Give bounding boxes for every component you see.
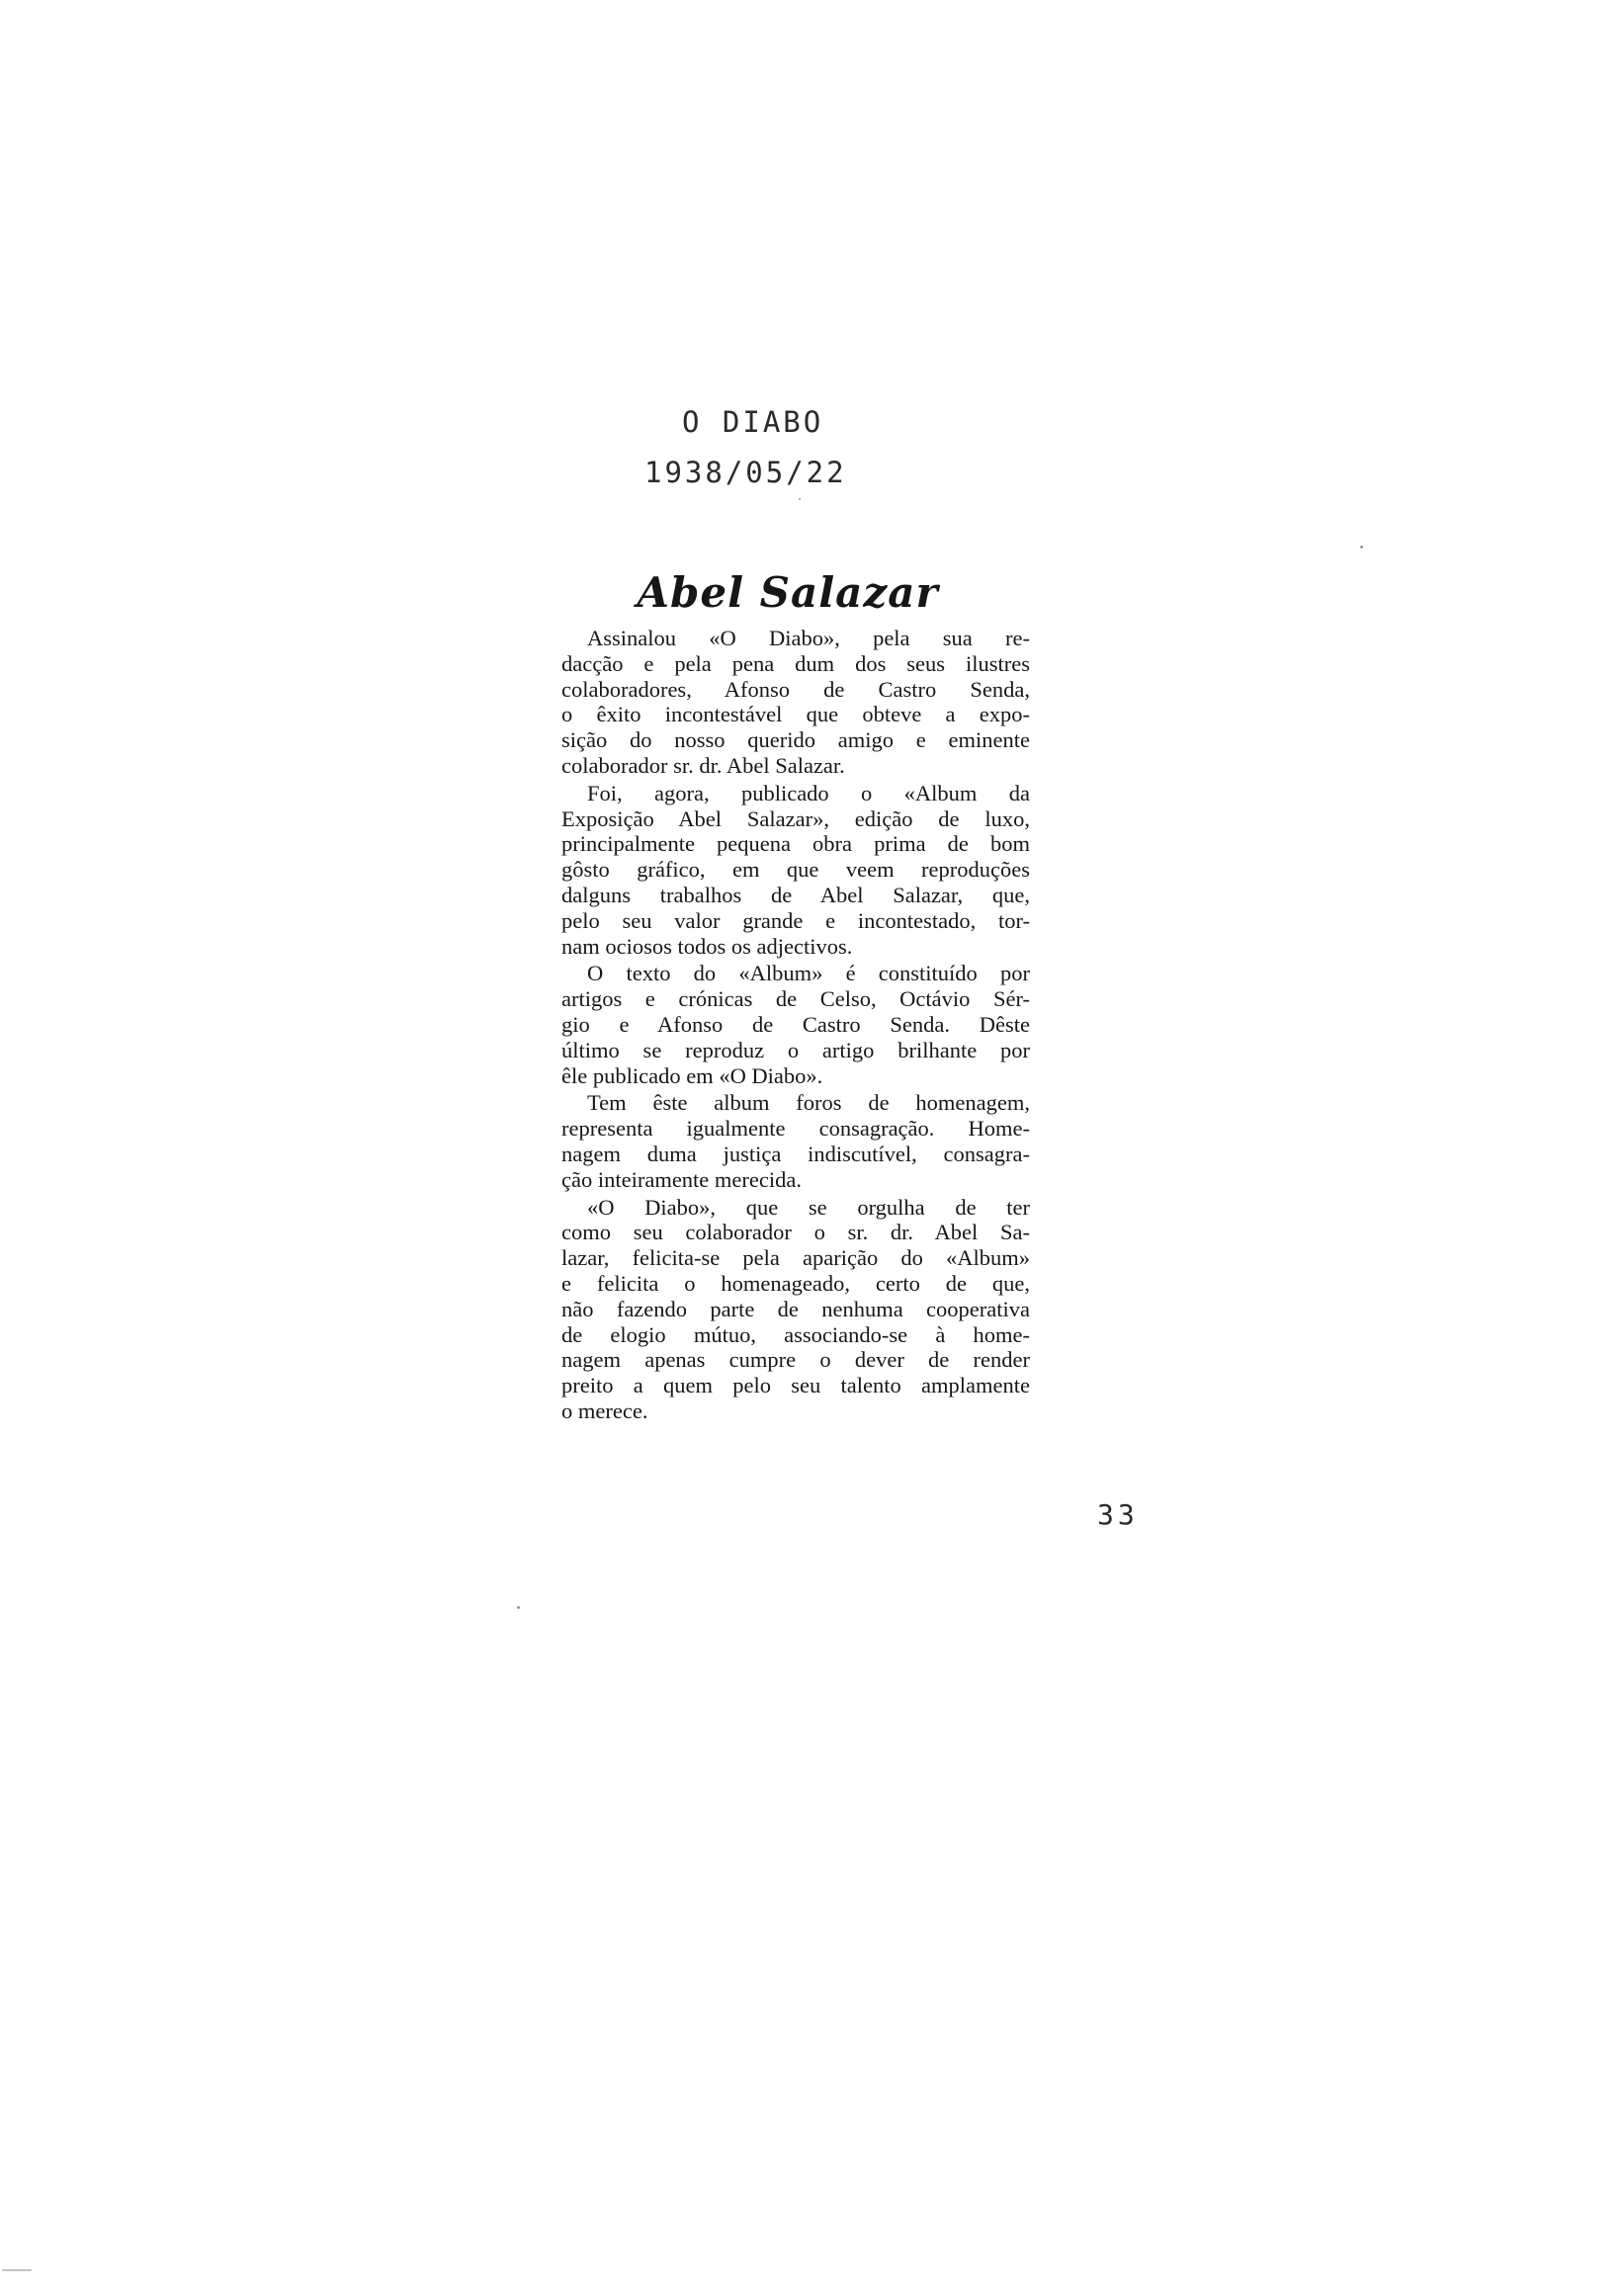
article-line: nam ociosos todos os adjectivos. — [561, 933, 853, 959]
article-line: último se reproduz o artigo brilhante por — [561, 1037, 1030, 1062]
article-line: o merece. — [561, 1398, 648, 1423]
article-line: preito a quem pelo seu talento amplamente — [561, 1373, 1030, 1398]
article-line: dalguns trabalhos de Abel Salazar, que, — [561, 882, 1030, 907]
article-line: O texto do «Album» é constituído por — [587, 961, 1030, 986]
article-line: pelo seu valor grande e incontestado, tor- — [561, 907, 1030, 933]
article-paragraph — [561, 961, 1030, 1088]
page-number: 33 — [1097, 1498, 1139, 1531]
article-line: representa igualmente consagração. Home- — [561, 1116, 1030, 1142]
article-line: colaborador sr. dr. Abel Salazar. — [561, 752, 845, 778]
article-line: Exposição Abel Salazar», edição de luxo, — [561, 805, 1030, 831]
article-paragraph — [561, 1090, 1030, 1192]
article-title: Abel Salazar — [637, 568, 939, 617]
publication-date: 1938/05/22 — [644, 456, 847, 489]
article-line: colaboradores, Afonso de Castro Senda, — [561, 676, 1030, 702]
article-line: êle publicado em «O Diabo». — [561, 1062, 823, 1088]
article-paragraph — [561, 626, 1030, 779]
scan-speck — [2, 2269, 32, 2271]
article-line: ção inteiramente merecida. — [561, 1166, 802, 1192]
article-body — [561, 626, 1030, 1426]
article-line: o êxito incontestável que obteve a expo- — [561, 702, 1030, 727]
article-line: sição do nosso querido amigo e eminente — [561, 727, 1030, 753]
article-line: artigos e crónicas de Celso, Octávio Sér- — [561, 986, 1030, 1012]
article-line: como seu colaborador o sr. dr. Abel Sa- — [561, 1220, 1030, 1245]
article-line: Assinalou «O Diabo», pela sua re- — [587, 626, 1030, 650]
article-paragraph — [561, 781, 1030, 960]
scan-speck — [1360, 546, 1363, 549]
article-line: Tem êste album foros de homenagem, — [587, 1090, 1030, 1116]
publication-name: O DIABO — [682, 405, 824, 439]
article-line: «O Diabo», que se orgulha de ter — [587, 1194, 1030, 1220]
newspaper-clipping — [554, 568, 1038, 1547]
article-line: não fazendo parte de nenhuma cooperativa — [561, 1296, 1030, 1321]
article-line: de elogio mútuo, associando-se à home- — [561, 1321, 1030, 1347]
article-line: gôsto gráfico, em que veem reproduções — [561, 857, 1030, 883]
article-line: dacção e pela pena dum dos seus ilustres — [561, 650, 1030, 676]
article-line: e felicita o homenageado, certo de que, — [561, 1270, 1030, 1296]
scan-speck — [517, 1606, 520, 1609]
scan-speck — [799, 498, 801, 500]
article-line: nagem apenas cumpre o dever de render — [561, 1347, 1030, 1373]
article-line: principalmente pequena obra prima de bom — [561, 831, 1030, 857]
article-line: lazar, felicita-se pela aparição do «Album» — [561, 1245, 1030, 1271]
article-line: Foi, agora, publicado o «Album da — [587, 780, 1030, 805]
article-line: nagem duma justiça indiscutível, consagra- — [561, 1141, 1030, 1166]
article-line: gio e Afonso de Castro Senda. Dêste — [561, 1011, 1030, 1037]
article-paragraph — [561, 1195, 1030, 1424]
